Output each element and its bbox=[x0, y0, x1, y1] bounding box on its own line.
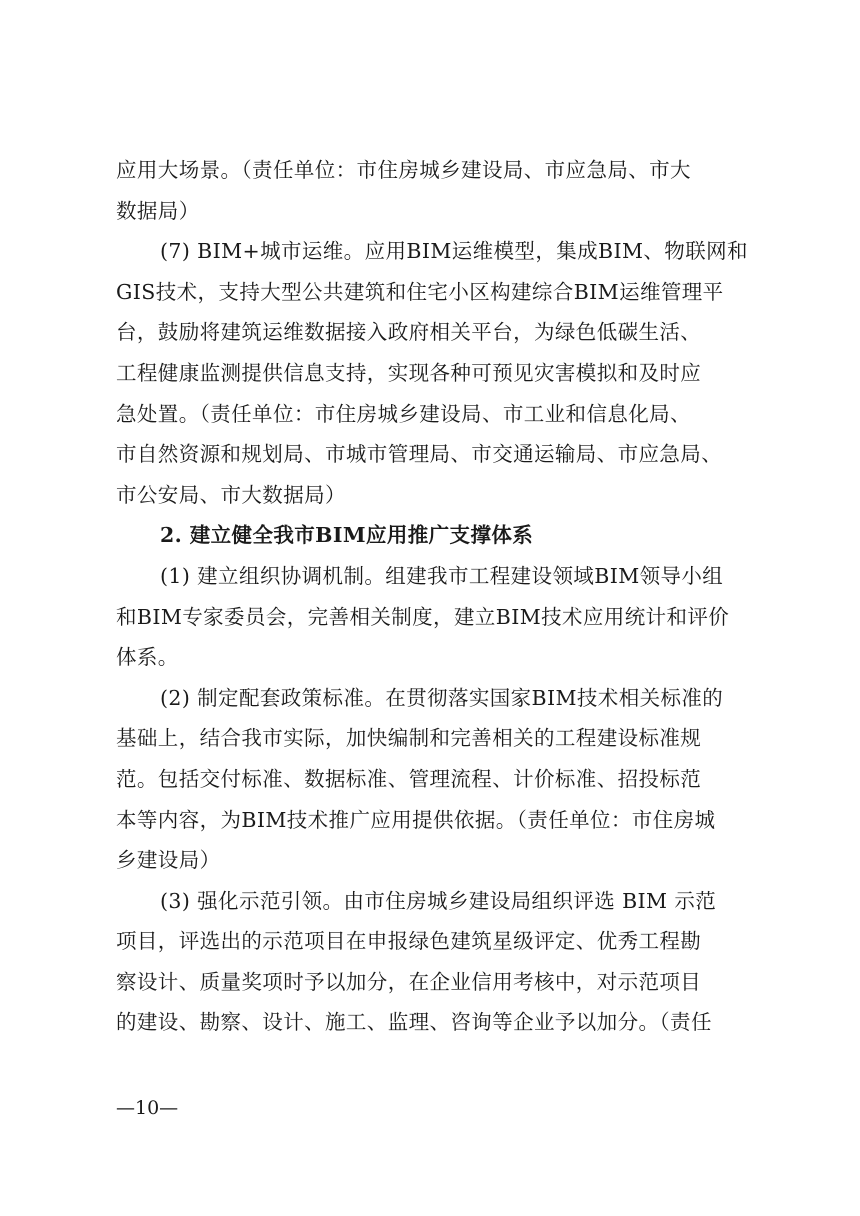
text-line: 和BIM专家委员会，完善相关制度，建立BIM技术应用统计和评价 bbox=[116, 604, 730, 629]
paragraph-item-2-start: (2) 制定配套政策标准。在贯彻落实国家BIM技术相关标准的 bbox=[160, 685, 724, 710]
section-heading: 2. 建立健全我市BIM应用推广支撑体系 bbox=[160, 523, 534, 548]
text-line: 市自然资源和规划局、市城市管理局、市交通运输局、市应急局、 bbox=[116, 442, 723, 467]
text-line: 本等内容，为BIM技术推广应用提供依据。（责任单位：市住房城 bbox=[116, 807, 716, 832]
text-line: 急处置。（责任单位：市住房城乡建设局、市工业和信息化局、 bbox=[116, 401, 691, 426]
text-line: 应用大场景。（责任单位：市住房城乡建设局、市应急局、市大 bbox=[116, 158, 691, 182]
paragraph-item-1-start: (1) 建立组织协调机制。组建我市工程建设领域BIM领导小组 bbox=[160, 563, 724, 588]
body-text bbox=[116, 150, 756, 1043]
text-line: 工程健康监测提供信息支持，实现各种可预见灾害模拟和及时应 bbox=[116, 360, 702, 385]
paragraph-item-7-start: (7) BIM+城市运维。应用BIM运维模型，集成BIM、物联网和 bbox=[160, 239, 748, 264]
text-line: 市公安局、市大数据局） bbox=[116, 482, 346, 507]
text-line: 基础上，结合我市实际，加快编制和完善相关的工程建设标准规 bbox=[116, 726, 702, 751]
text-line: 乡建设局） bbox=[116, 848, 221, 873]
paragraph-item-3-start: (3) 强化示范引领。由市住房城乡建设局组织评选 BIM 示范 bbox=[160, 888, 717, 913]
text-line: 项目，评选出的示范项目在申报绿色建筑星级评定、优秀工程勘 bbox=[116, 929, 702, 954]
text-line: GIS技术，支持大型公共建筑和住宅小区构建综合BIM运维管理平 bbox=[116, 279, 724, 304]
text-line: 察设计、质量奖项时予以加分，在企业信用考核中，对示范项目 bbox=[116, 969, 702, 994]
text-line: 范。包括交付标准、数据标准、管理流程、计价标准、招投标范 bbox=[116, 766, 702, 791]
text-line: 体系。 bbox=[116, 645, 179, 670]
text-line: 的建设、勘察、设计、施工、监理、咨询等企业予以加分。（责任 bbox=[116, 1010, 712, 1035]
text-line: 数据局） bbox=[116, 198, 200, 223]
text-line: 台，鼓励将建筑运维数据接入政府相关平台，为绿色低碳生活、 bbox=[116, 320, 702, 345]
page-number: —10— bbox=[116, 1097, 179, 1119]
